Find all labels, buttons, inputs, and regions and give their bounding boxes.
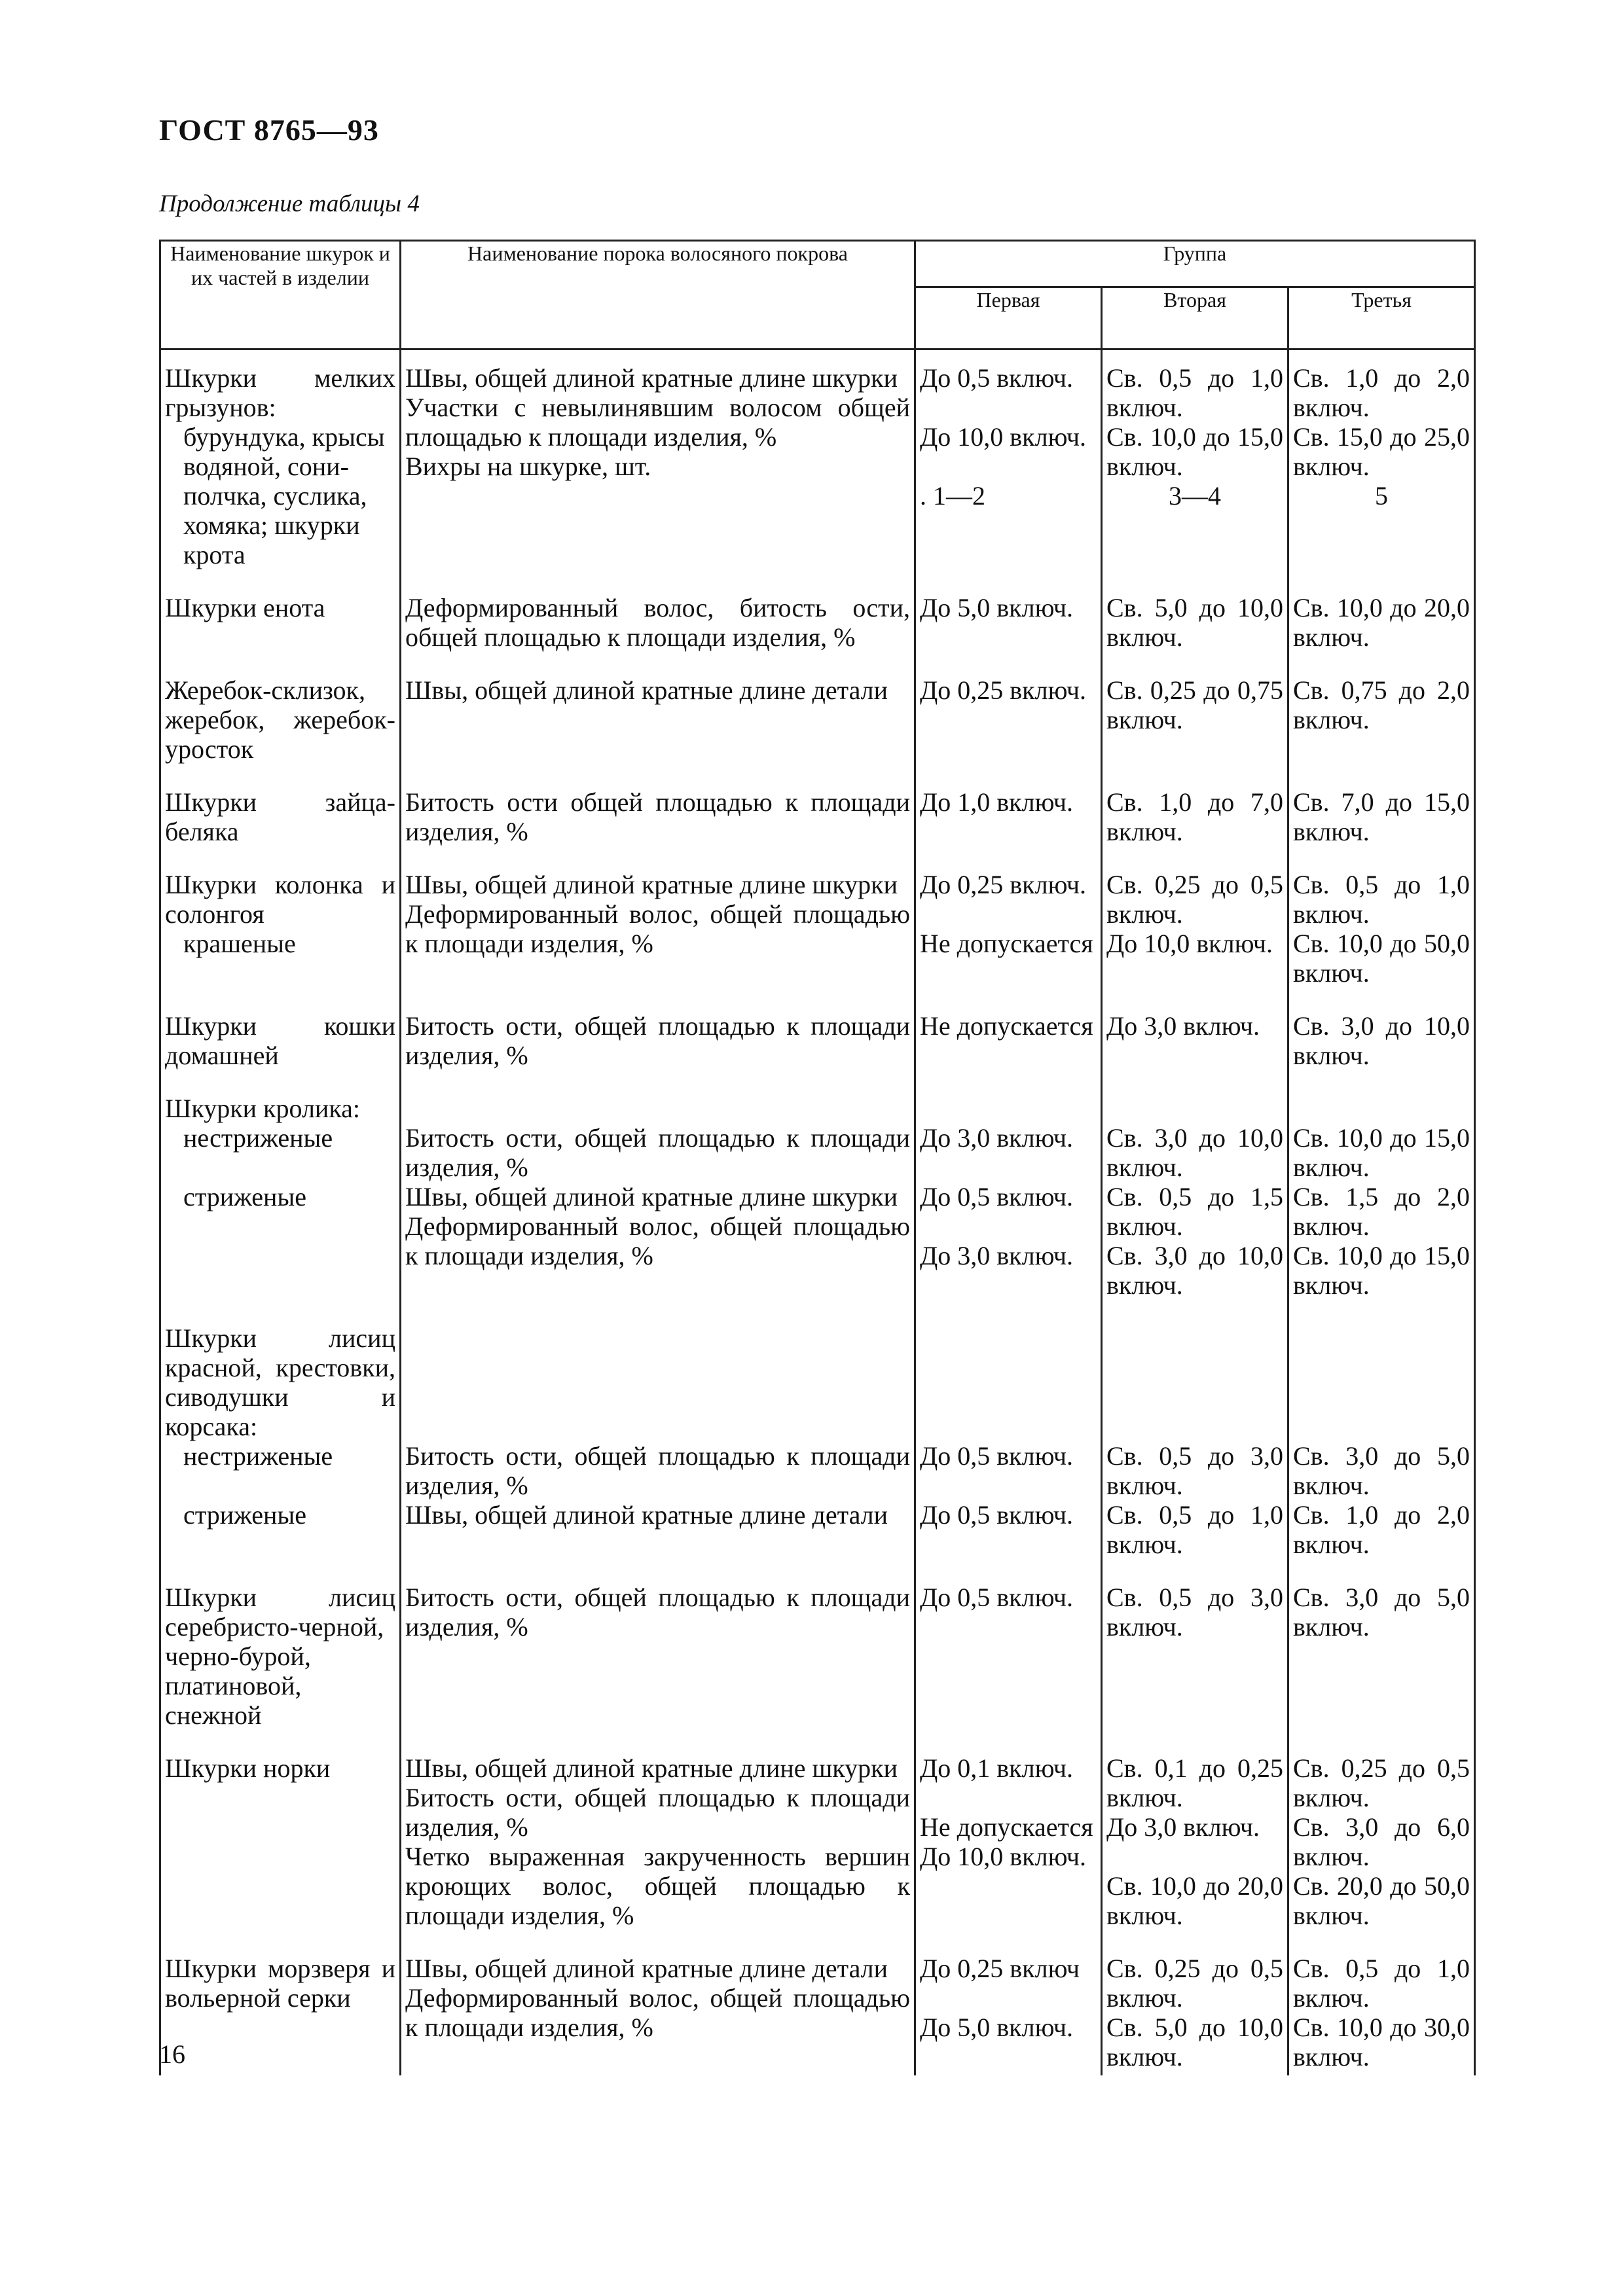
- first-cell: [915, 573, 1102, 656]
- value-text: Св. 10,0 до 15,0 включ.: [1293, 1241, 1470, 1300]
- skin-sub-name: нестриженые: [183, 1441, 333, 1471]
- value-text: Св. 15,0 до 25,0 включ.: [1293, 422, 1470, 481]
- value-text: 5: [1375, 481, 1388, 511]
- value-text: До 10,0 включ.: [920, 1842, 1087, 1871]
- third-cell: [1288, 1304, 1475, 1563]
- value-text: До 0,5 включ.: [920, 1441, 1074, 1471]
- skin-cell: [160, 850, 401, 992]
- value-text: Св. 20,0 до 50,0 включ.: [1293, 1871, 1470, 1930]
- third-cell: [1288, 350, 1475, 574]
- skin-cell: [160, 1304, 401, 1563]
- value-text: Св. 0,5 до 1,5 включ.: [1106, 1182, 1283, 1241]
- table-row: [160, 768, 1475, 850]
- third-cell: [1288, 573, 1475, 656]
- defect-text: Битость ости, общей площадью к площади изделия, %: [405, 1783, 910, 1842]
- defect-text: Четко выраженная закрученность вершин кроющих волос, общей площадью к площади изделия, %: [405, 1842, 910, 1930]
- defect-text: Битость ости, общей площадью к площади изделия, %: [405, 1441, 910, 1500]
- defect-text: Вихры на шкурке, шт.: [405, 452, 651, 481]
- first-cell: [915, 1734, 1102, 1934]
- defect-cell: [401, 1563, 915, 1734]
- skin-cell: [160, 1074, 401, 1304]
- defect-text: Участки с невылинявшим волосом общей площадью к площади изделия, %: [405, 393, 910, 452]
- defect-cell: [401, 992, 915, 1074]
- value-text: Не допускается: [920, 1812, 1093, 1842]
- value-text: Св. 7,0 до 15,0 включ.: [1293, 787, 1470, 846]
- defect-cell: [401, 573, 915, 656]
- table-row: [160, 573, 1475, 656]
- third-cell: [1288, 992, 1475, 1074]
- skin-cell: [160, 573, 401, 656]
- table-continuation-caption: Продолжение таблицы 4: [159, 190, 420, 217]
- col-header-group: Группа: [915, 241, 1475, 287]
- value-text: До 5,0 включ.: [920, 2013, 1074, 2042]
- value-text: До 3,0 включ.: [920, 1123, 1074, 1153]
- second-cell: [1102, 573, 1288, 656]
- third-cell: [1288, 1563, 1475, 1734]
- value-text: Св. 3,0 до 5,0 включ.: [1293, 1441, 1470, 1500]
- defect-text: Швы, общей длиной кратные длине шкурки: [405, 1753, 898, 1783]
- second-cell: [1102, 1734, 1288, 1934]
- skin-name: Шкурки лисиц серебристо-черной, черно-бурой, платиновой, снежной: [165, 1583, 395, 1730]
- defect-text: Швы, общей длиной кратные длине детали: [405, 1954, 888, 1983]
- defect-cell: [401, 1734, 915, 1934]
- value-text: Не допускается: [920, 929, 1093, 958]
- table-row: [160, 992, 1475, 1074]
- defect-text: Швы, общей длиной кратные длине шкурки: [405, 363, 898, 393]
- skin-name: Шкурки морзверя и вольерной серки: [165, 1954, 395, 2013]
- table-row: [160, 1304, 1475, 1563]
- value-text: До 0,5 включ.: [920, 1500, 1074, 1530]
- table-row: [160, 350, 1475, 574]
- value-text: До 1,0 включ.: [920, 787, 1074, 817]
- skin-name: Шкурки кролика:: [165, 1094, 361, 1123]
- skin-sub-name: крашеные: [183, 929, 296, 958]
- value-text: Св. 3,0 до 6,0 включ.: [1293, 1812, 1470, 1871]
- value-text: Св. 0,5 до 1,0 включ.: [1293, 1954, 1470, 2013]
- value-text: Св. 1,0 до 2,0 включ.: [1293, 1500, 1470, 1559]
- value-text: До 10,0 включ.: [1106, 929, 1273, 958]
- value-text: Св. 0,5 до 3,0 включ.: [1106, 1441, 1283, 1500]
- value-text: До 5,0 включ.: [920, 593, 1074, 622]
- value-text: До 10,0 включ.: [920, 422, 1087, 452]
- defect-cell: [401, 1934, 915, 2075]
- second-cell: [1102, 850, 1288, 992]
- value-text: . 1—2: [920, 481, 985, 511]
- defect-cell: [401, 656, 915, 768]
- second-cell: [1102, 768, 1288, 850]
- skin-cell: [160, 992, 401, 1074]
- defect-text: Швы, общей длиной кратные длине детали: [405, 1500, 888, 1530]
- skin-name: Шкурки кошки домашней: [165, 1011, 395, 1070]
- value-text: До 0,1 включ.: [920, 1753, 1074, 1783]
- defect-text: Битость ости общей площадью к площади изделия, %: [405, 787, 910, 846]
- value-text: Св. 0,5 до 1,0 включ.: [1106, 363, 1283, 422]
- value-text: Св. 0,25 до 0,5 включ.: [1106, 870, 1283, 929]
- value-text: Св. 3,0 до 10,0 включ.: [1106, 1123, 1283, 1182]
- value-text: До 0,25 включ.: [920, 675, 1087, 705]
- third-cell: [1288, 1734, 1475, 1934]
- table-row: [160, 656, 1475, 768]
- second-cell: [1102, 1074, 1288, 1304]
- skin-name: Шкурки мелких грызунов:: [165, 363, 395, 422]
- skin-sub-name: бурундука, крысы водяной, сони-полчка, суслика, хомяка; шкурки крота: [183, 422, 385, 569]
- defect-cell: [401, 850, 915, 992]
- defect-cell: [401, 350, 915, 574]
- skin-cell: [160, 350, 401, 574]
- value-text: Св. 5,0 до 10,0 включ.: [1106, 2013, 1283, 2072]
- skin-cell: [160, 1734, 401, 1934]
- skin-name: Шкурки норки: [165, 1753, 331, 1783]
- table-row: [160, 850, 1475, 992]
- second-cell: [1102, 1563, 1288, 1734]
- defect-text: Деформированный волос, общей площадью к площади изделия, %: [405, 1983, 910, 2042]
- value-text: Св. 1,0 до 7,0 включ.: [1106, 787, 1283, 846]
- value-text: Св. 10,0 до 15,0 включ.: [1106, 422, 1283, 481]
- defect-text: Деформированный волос, общей площадью к площади изделия, %: [405, 899, 910, 958]
- value-text: Св. 0,1 до 0,25 включ.: [1106, 1753, 1283, 1812]
- value-text: Св. 10,0 до 20,0 включ.: [1293, 593, 1470, 652]
- value-text: До 0,5 включ.: [920, 363, 1074, 393]
- skin-name: Шкурки зайца-беляка: [165, 787, 395, 846]
- value-text: Св. 0,5 до 1,0 включ.: [1293, 870, 1470, 929]
- second-cell: [1102, 350, 1288, 574]
- value-text: До 0,5 включ.: [920, 1182, 1074, 1211]
- value-text: До 0,5 включ.: [920, 1583, 1074, 1612]
- skin-cell: [160, 768, 401, 850]
- value-text: Св. 3,0 до 10,0 включ.: [1293, 1011, 1470, 1070]
- second-cell: [1102, 656, 1288, 768]
- col-header-first: Первая: [915, 287, 1102, 350]
- value-text: До 3,0 включ.: [1106, 1812, 1260, 1842]
- defect-text: Швы, общей длиной кратные длине детали: [405, 675, 888, 705]
- defect-cell: [401, 768, 915, 850]
- col-header-skin: Наименование шкурок и их частей в изделии: [160, 241, 401, 350]
- defects-table: [159, 240, 1476, 2075]
- skin-name: Шкурки колонка и солонгоя: [165, 870, 395, 929]
- skin-cell: [160, 1934, 401, 2075]
- col-header-defect: Наименование порока волосяного покрова: [401, 241, 915, 350]
- skin-sub-name: нестриженые: [183, 1123, 333, 1153]
- first-cell: [915, 850, 1102, 992]
- table-row: [160, 1074, 1475, 1304]
- skin-cell: [160, 1563, 401, 1734]
- value-text: Св. 10,0 до 20,0 включ.: [1106, 1871, 1283, 1930]
- third-cell: [1288, 656, 1475, 768]
- value-text: Св. 0,5 до 3,0 включ.: [1106, 1583, 1283, 1641]
- skin-name: Шкурки енота: [165, 593, 325, 622]
- defect-text: Битость ости, общей площадью к площади изделия, %: [405, 1011, 910, 1070]
- first-cell: [915, 1563, 1102, 1734]
- second-cell: [1102, 1304, 1288, 1563]
- value-text: Не допускается: [920, 1011, 1093, 1041]
- first-cell: [915, 768, 1102, 850]
- skin-sub-name: стриженые: [183, 1182, 307, 1211]
- value-text: Св. 5,0 до 10,0 включ.: [1106, 593, 1283, 652]
- col-header-second: Вторая: [1102, 287, 1288, 350]
- value-text: Св. 1,5 до 2,0 включ.: [1293, 1182, 1470, 1241]
- third-cell: [1288, 850, 1475, 992]
- value-text: 3—4: [1169, 481, 1221, 511]
- value-text: До 0,25 включ.: [920, 870, 1087, 899]
- defect-cell: [401, 1074, 915, 1304]
- value-text: Св. 3,0 до 10,0 включ.: [1106, 1241, 1283, 1300]
- value-text: Св. 10,0 до 50,0 включ.: [1293, 929, 1470, 988]
- skin-cell: [160, 656, 401, 768]
- first-cell: [915, 1304, 1102, 1563]
- value-text: До 3,0 включ.: [1106, 1011, 1260, 1041]
- col-header-third: Третья: [1288, 287, 1475, 350]
- skin-sub-name: стриженые: [183, 1500, 307, 1530]
- third-cell: [1288, 768, 1475, 850]
- defect-text: Битость ости, общей площадью к площади изделия, %: [405, 1583, 910, 1641]
- page-number: 16: [159, 2039, 185, 2069]
- second-cell: [1102, 992, 1288, 1074]
- defect-text: Швы, общей длиной кратные длине шкурки: [405, 870, 898, 899]
- second-cell: [1102, 1934, 1288, 2075]
- value-text: До 3,0 включ.: [920, 1241, 1074, 1270]
- value-text: Св. 0,25 до 0,5 включ.: [1106, 1954, 1283, 2013]
- skin-name: Шкурки лисиц красной, крестовки, сиводушки и корсака:: [165, 1323, 395, 1441]
- value-text: Св. 10,0 до 15,0 включ.: [1293, 1123, 1470, 1182]
- first-cell: [915, 992, 1102, 1074]
- table-row: [160, 1563, 1475, 1734]
- first-cell: [915, 656, 1102, 768]
- value-text: Св. 0,25 до 0,5 включ.: [1293, 1753, 1470, 1812]
- value-text: Св. 3,0 до 5,0 включ.: [1293, 1583, 1470, 1641]
- first-cell: [915, 1934, 1102, 2075]
- value-text: До 0,25 включ: [920, 1954, 1080, 1983]
- value-text: Св. 0,75 до 2,0 включ.: [1293, 675, 1470, 734]
- value-text: Св. 10,0 до 30,0 включ.: [1293, 2013, 1470, 2072]
- defect-text: Деформированный волос, общей площадью к площади изделия, %: [405, 1211, 910, 1270]
- value-text: Св. 1,0 до 2,0 включ.: [1293, 363, 1470, 422]
- defect-text: Битость ости, общей площадью к площади изделия, %: [405, 1123, 910, 1182]
- skin-name: Жеребок-склизок, жеребок, жеребок-уросток: [165, 675, 395, 764]
- table-row: [160, 1934, 1475, 2075]
- defect-text: Швы, общей длиной кратные длине шкурки: [405, 1182, 898, 1211]
- table-row: [160, 1734, 1475, 1934]
- value-text: Св. 0,25 до 0,75 включ.: [1106, 675, 1283, 734]
- third-cell: [1288, 1934, 1475, 2075]
- defect-text: Деформированный волос, битость ости, общей площадью к площади изделия, %: [405, 593, 910, 652]
- value-text: Св. 0,5 до 1,0 включ.: [1106, 1500, 1283, 1559]
- defect-cell: [401, 1304, 915, 1563]
- third-cell: [1288, 1074, 1475, 1304]
- document-header: ГОСТ 8765—93: [159, 113, 379, 147]
- first-cell: [915, 350, 1102, 574]
- first-cell: [915, 1074, 1102, 1304]
